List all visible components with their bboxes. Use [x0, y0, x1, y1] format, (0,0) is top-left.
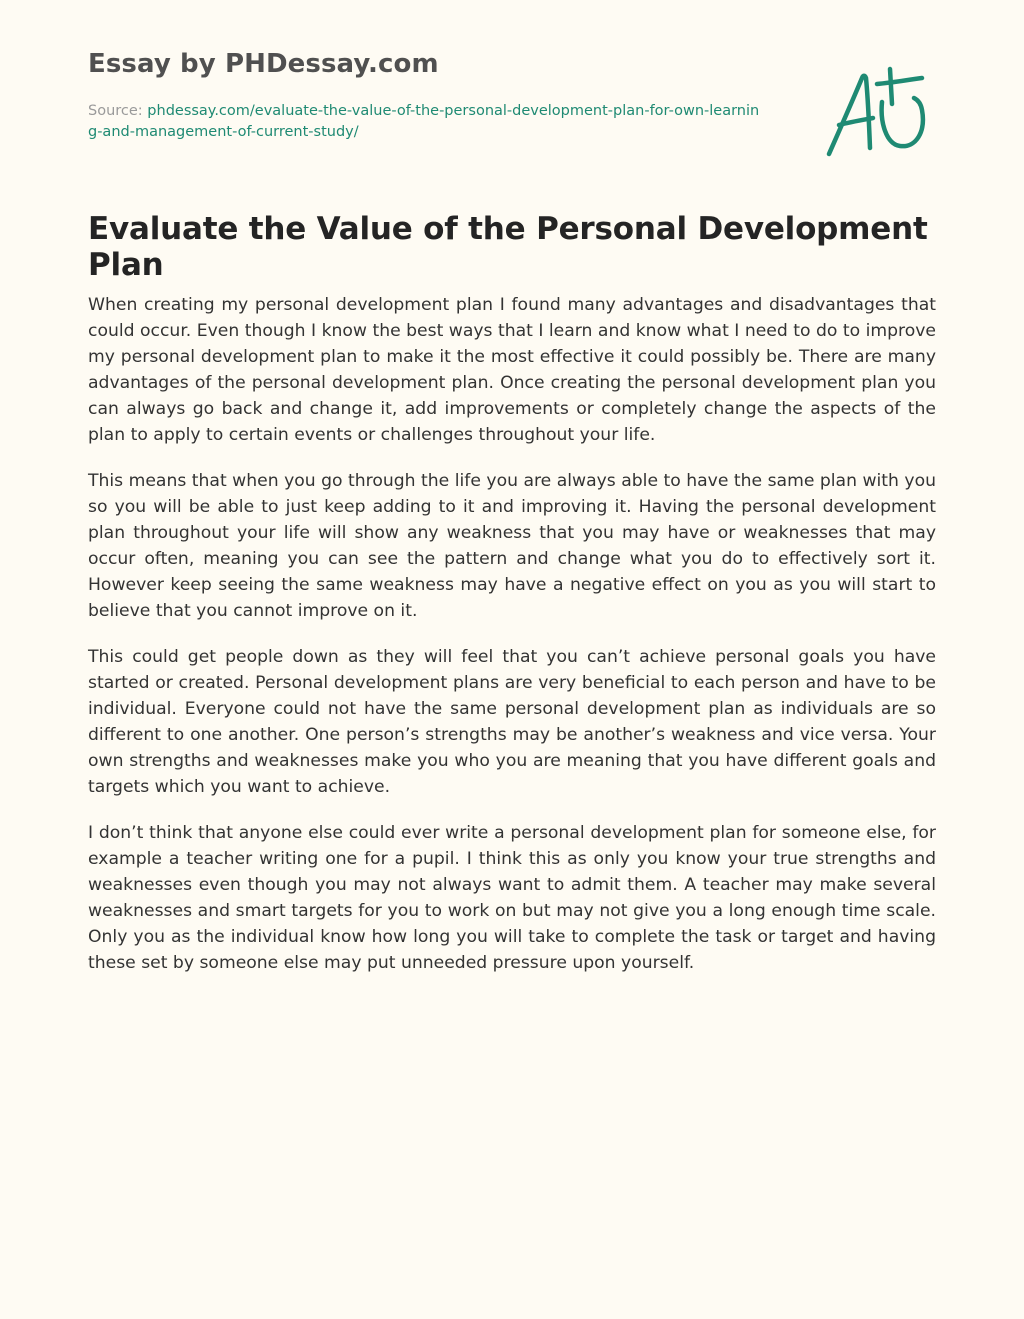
essay-title: Evaluate the Value of the Personal Development Plan: [88, 211, 928, 283]
source-label: Source:: [88, 103, 148, 119]
essay-body: [88, 292, 936, 996]
essay-paragraph: When creating my personal development plan I found many advantages and disadvantages that could occur. Even though I know the best ways that I learn and know what I need to do to improve my personal development plan to make it the most effective it could possibly be. There are many advantages of the personal development plan. Once creating the personal development plan you can always go back and change it, add improvements or completely change the aspects of the plan to apply to certain events or challenges throughout your life.: [88, 295, 936, 445]
source-link[interactable]: phdessay.com/evaluate-the-value-of-the-personal-development-plan-for-own-learning-and-management-of-current-study/: [88, 103, 760, 140]
essay-paragraph: I don’t think that anyone else could ever write a personal development plan for someone else, for example a teacher writing one for a pupil. I think this as only you know your true strengths and weaknesses even though you may not always want to admit them. A teacher may make several weaknesses and smart targets for you to work on but may not give you a long enough time scale. Only you as the individual know how long you will take to complete the task or target and having these set by someone else may put unneeded pressure upon yourself.: [88, 823, 936, 973]
essay-paragraph: This could get people down as they will feel that you can’t achieve personal goals you have started or created. Personal development plans are very beneficial to each person and have to be individual. Everyone could not have the same personal development plan as individuals are so different to one another. One person’s strengths may be another’s weakness and vice versa. Your own strengths and weaknesses make you who you are meaning that you have different goals and targets which you want to achieve.: [88, 647, 936, 797]
brand-name: Essay by PHDessay.com: [88, 49, 439, 79]
source-line: [88, 101, 768, 143]
essay-paragraph: This means that when you go through the life you are always able to have the same plan with you so you will be able to just keep adding to it and improving it. Having the personal development plan throughout your life will show any weakness that you may have or weaknesses that may occur often, meaning you can see the pattern and change what you do to effectively sort it. However keep seeing the same weakness may have a negative effect on you as you will start to believe that you cannot improve on it.: [88, 471, 936, 621]
a-plus-grade-icon: [822, 64, 932, 160]
